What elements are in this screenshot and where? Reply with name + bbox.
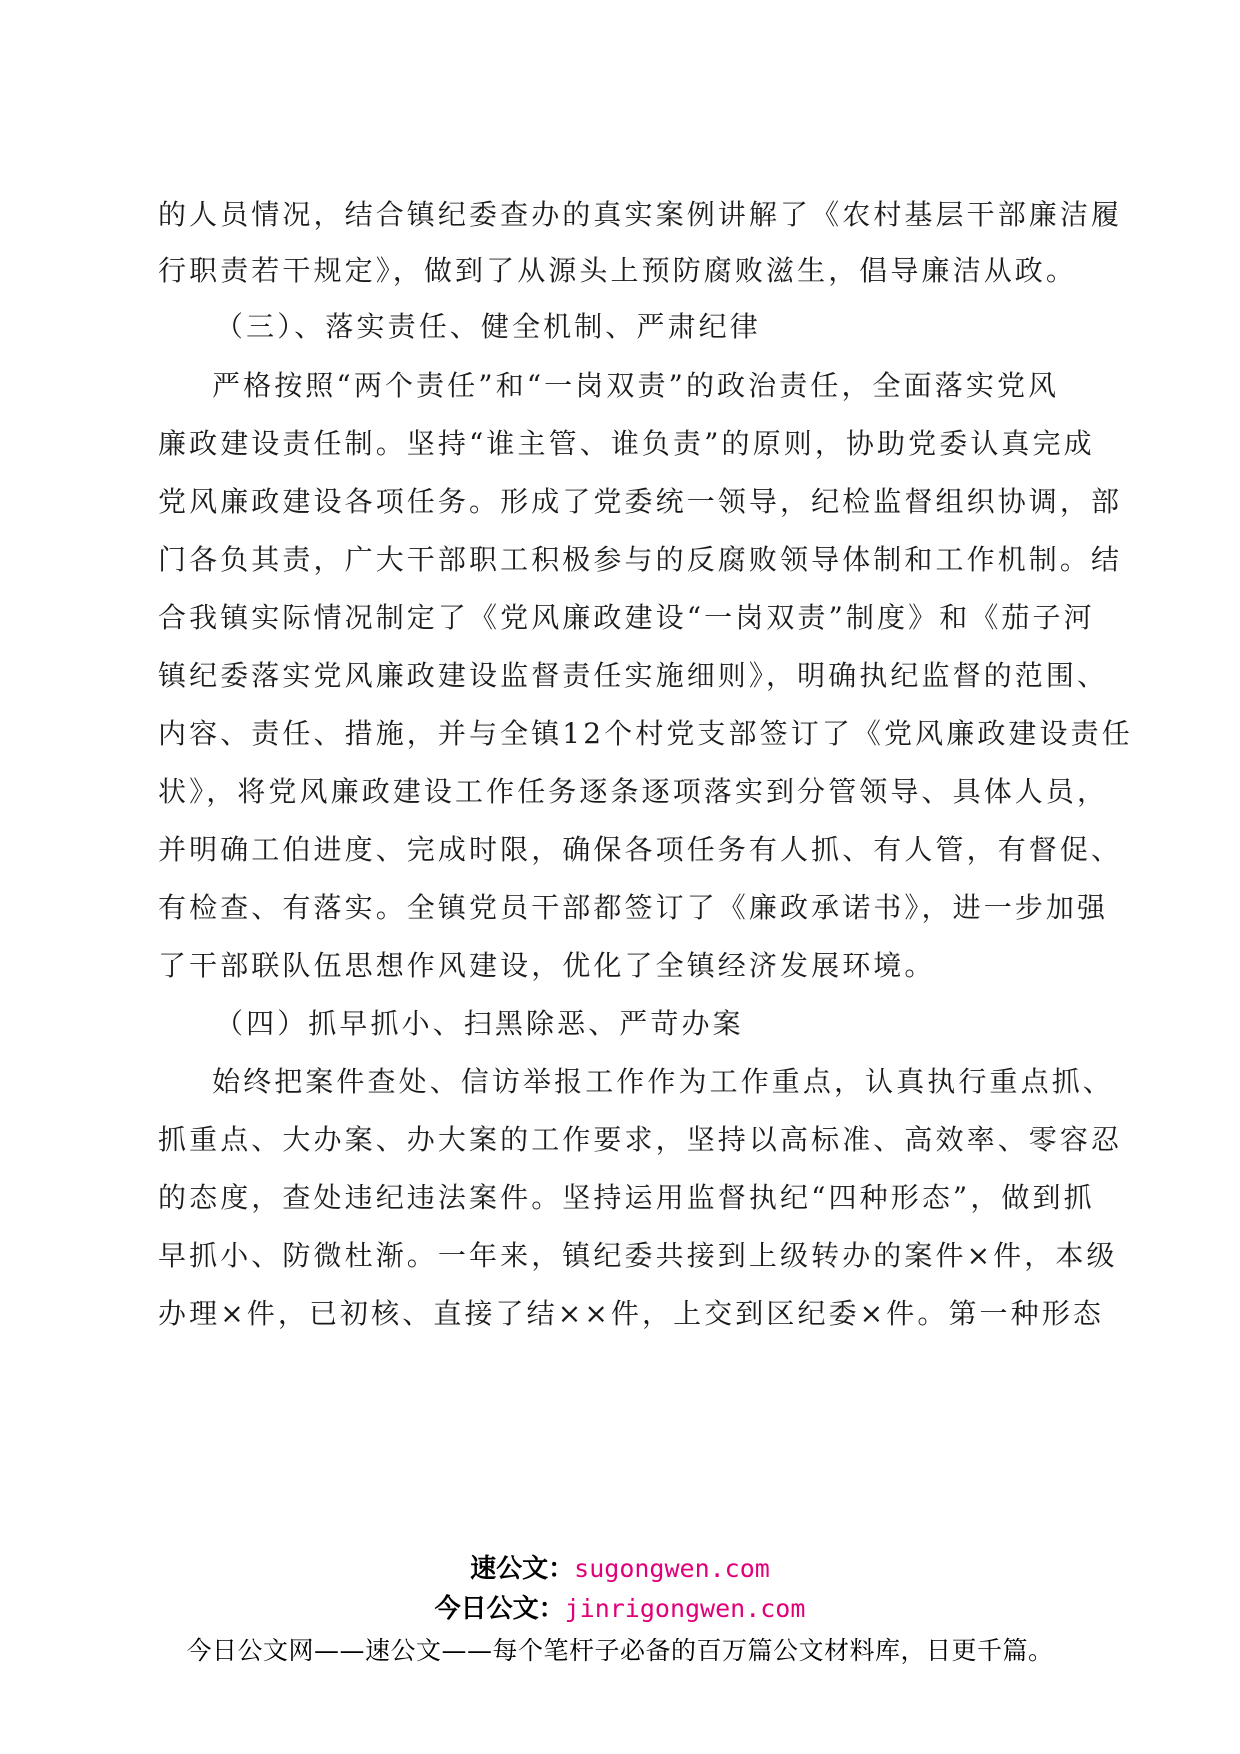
section-heading-4: （四）抓早抓小、扫黑除恶、严苛办案 xyxy=(215,1007,744,1040)
body-text-line: 内容、责任、措施，并与全镇12个村党支部签订了《党风廉政建设责任 xyxy=(158,717,1133,750)
body-text-line: 门各负其责，广大干部职工积极参与的反腐败领导体制和工作机制。结 xyxy=(158,543,1123,576)
footer-link-sugongwen[interactable]: sugongwen.com xyxy=(574,1554,770,1583)
body-text-line: 并明确工伯进度、完成时限，确保各项任务有人抓、有人管，有督促、 xyxy=(158,833,1123,866)
body-text-line: 有检查、有落实。全镇党员干部都签订了《廉政承诺书》，进一步加强 xyxy=(158,891,1109,924)
body-text-line: 镇纪委落实党风廉政建设监督责任实施细则》，明确执纪监督的范围、 xyxy=(158,659,1109,692)
body-text-line: 的态度，查处违纪违法案件。坚持运用监督执纪“四种形态”，做到抓 xyxy=(158,1181,1095,1214)
body-text-line: 了干部联队伍思想作风建设，优化了全镇经济发展环境。 xyxy=(158,949,936,982)
body-text-line: 办理×件，已初核、直接了结××件，上交到区纪委×件。第一种形态 xyxy=(158,1297,1104,1330)
body-text-line: 抓重点、大办案、办大案的工作要求，坚持以高标准、高效率、零容忍 xyxy=(158,1123,1123,1156)
body-text-line: 党风廉政建设各项任务。形成了党委统一领导，纪检监督组织协调，部 xyxy=(158,485,1123,518)
paragraph-first-line: 始终把案件查处、信访举报工作作为工作重点，认真执行重点抓、 xyxy=(212,1065,1114,1098)
footer-label-jinrigongwen: 今日公文： xyxy=(434,1594,565,1624)
section-heading-3: （三）、落实责任、健全机制、严肃纪律 xyxy=(215,310,761,343)
body-text-line: 的人员情况，结合镇纪委查办的真实案例讲解了《农村基层干部廉洁履 xyxy=(158,198,1123,231)
body-text-line: 廉政建设责任制。坚持“谁主管、谁负责”的原则，协助党委认真完成 xyxy=(158,427,1095,460)
footer-jinrigongwen xyxy=(0,1593,1240,1625)
footer-tagline: 今日公文网——速公文——每个笔杆子必备的百万篇公文材料库，日更千篇。 xyxy=(186,1636,1054,1665)
footer-link-jinrigongwen[interactable]: jinrigongwen.com xyxy=(564,1594,806,1623)
body-text-line: 合我镇实际情况制定了《党风廉政建设“一岗双责”制度》和《茄子河 xyxy=(158,601,1095,634)
body-text-line: 早抓小、防微杜渐。一年来，镇纪委共接到上级转办的案件×件，本级 xyxy=(158,1239,1118,1272)
body-text-line: 状》，将党风廉政建设工作任务逐条逐项落实到分管领导、具体人员， xyxy=(158,775,1109,808)
footer-label-sugongwen: 速公文： xyxy=(470,1554,575,1584)
paragraph-first-line: 严格按照“两个责任”和“一岗双责”的政治责任，全面落实党风 xyxy=(212,369,1060,402)
footer-sugongwen xyxy=(0,1553,1240,1585)
body-text-line: 行职责若干规定》，做到了从源头上预防腐败滋生，倡导廉洁从政。 xyxy=(158,254,1078,287)
